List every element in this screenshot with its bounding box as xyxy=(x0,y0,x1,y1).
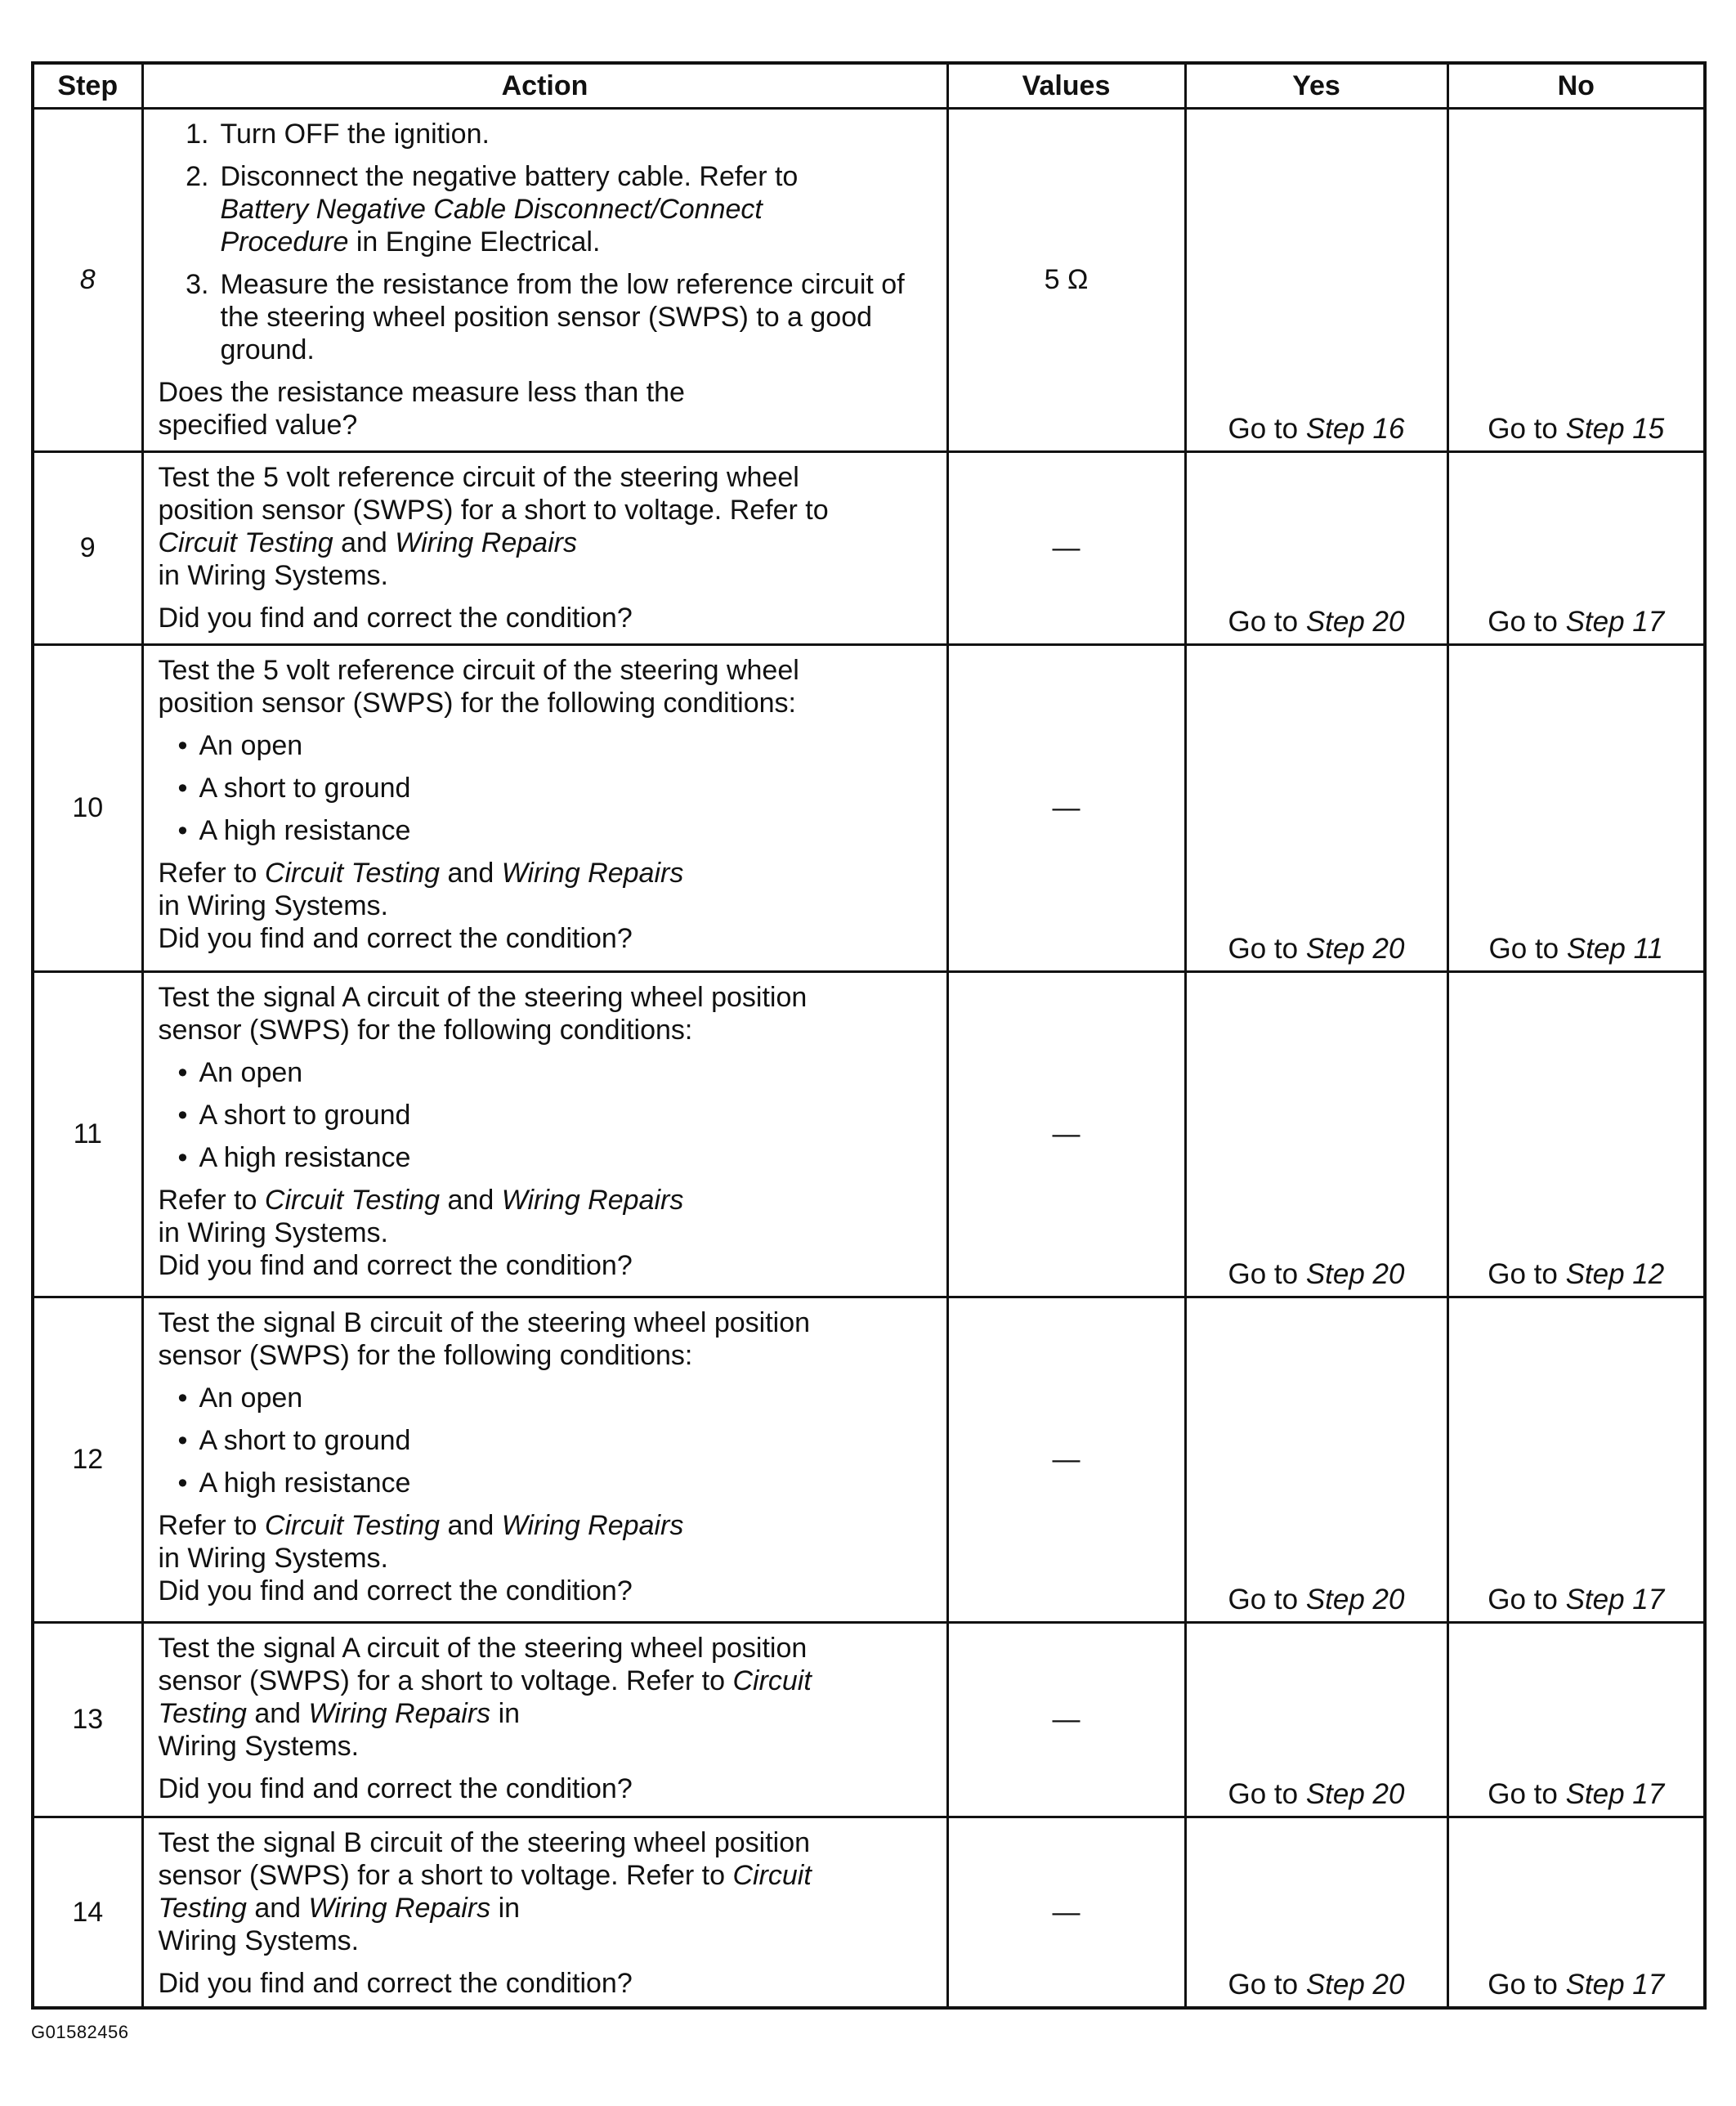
action-cell: Test the signal A circuit of the steering wheel position sensor (SWPS) for the following conditions: • An open • A short to ground • A high resistance Refer to Circuit Testing and Wiring Repairs in Wiring Systems. Did you find and correct the condition? xyxy=(142,972,947,1297)
value-cell: — xyxy=(947,645,1185,972)
action-cell xyxy=(142,109,947,452)
bullet-item: • A high resistance xyxy=(177,1467,411,1499)
question-line: specified value? xyxy=(158,410,358,441)
value-cell: — xyxy=(947,1623,1185,1817)
no-step-link: Step 17 xyxy=(1565,1969,1665,2001)
table-row-step-13 xyxy=(33,1623,1705,1817)
question-line: Did you find and correct the condition? xyxy=(158,1250,633,1281)
step-number: 9 xyxy=(33,452,142,645)
no-step-link: Step 17 xyxy=(1565,1584,1665,1615)
header-step: Step xyxy=(33,63,142,109)
yes-step-link: Step 20 xyxy=(1305,933,1405,965)
yes-cell: Go to Step 20 xyxy=(1185,1623,1447,1817)
no-step-link: Step 17 xyxy=(1565,606,1665,638)
yes-cell: Go to Step 20 xyxy=(1185,452,1447,645)
action-cell: Test the signal B circuit of the steering wheel position sensor (SWPS) for the following conditions: • An open • A short to ground • A high resistance Refer to Circuit Testing and Wiring Repairs in Wiring Systems. Did you find and correct the condition? xyxy=(142,1297,947,1623)
no-cell: Go to Step 17 xyxy=(1447,1623,1705,1817)
step-number: 11 xyxy=(33,972,142,1297)
table-row-step-8 xyxy=(33,109,1705,452)
action-cell: Test the signal B circuit of the steering wheel position sensor (SWPS) for a short to voltage. Refer to Circuit Testing and Wiring Repairs in Wiring Systems. Did you find and correct the condition? xyxy=(142,1817,947,2009)
value-cell: — xyxy=(947,452,1185,645)
header-yes: Yes xyxy=(1185,63,1447,109)
numbered-item: 1. Turn OFF the ignition. xyxy=(186,119,490,150)
yes-cell: Go to Step 20 xyxy=(1185,972,1447,1297)
bullet-item: • A high resistance xyxy=(177,1142,411,1173)
value-cell: — xyxy=(947,1817,1185,2009)
action-cell: Test the signal A circuit of the steering wheel position sensor (SWPS) for a short to voltage. Refer to Circuit Testing and Wiring Repairs in Wiring Systems. Did you find and correct the condition? xyxy=(142,1623,947,1817)
table-row-step-14 xyxy=(33,1817,1705,2009)
table-row-step-11 xyxy=(33,972,1705,1297)
yes-cell: Go to Step 16 xyxy=(1185,109,1447,452)
no-step-link: Step 17 xyxy=(1565,1778,1665,1810)
action-cell: Test the 5 volt reference circuit of the steering wheel position sensor (SWPS) for the following conditions: • An open • A short to ground • A high resistance Refer to Circuit Testing and Wiring Repairs in Wiring Systems. Did you find and correct the condition? xyxy=(142,645,947,972)
yes-step-link: Step 20 xyxy=(1305,1969,1405,2001)
bullet-item: • An open xyxy=(177,1057,303,1088)
yes-step-link: Step 16 xyxy=(1305,413,1405,445)
yes-cell: Go to Step 20 xyxy=(1185,1297,1447,1623)
yes-step-link: Step 20 xyxy=(1305,1778,1405,1810)
no-cell: Go to Step 17 xyxy=(1447,1817,1705,2009)
numbered-item: 2. Disconnect the negative battery cable. Refer to Battery Negative Cable Disconnect/Connect Procedure in Engine Electrical. xyxy=(186,161,799,258)
table-row-step-9 xyxy=(33,452,1705,645)
figure-code: G01582456 xyxy=(31,2022,129,2042)
header-no: No xyxy=(1447,63,1705,109)
header-action: Action xyxy=(142,63,947,109)
table-row-step-10 xyxy=(33,645,1705,972)
no-cell: Go to Step 17 xyxy=(1447,1297,1705,1623)
value-cell: 5 Ω xyxy=(947,109,1185,452)
step-number: 10 xyxy=(33,645,142,972)
yes-step-link: Step 20 xyxy=(1305,1584,1405,1615)
question-line: Does the resistance measure less than the xyxy=(158,377,685,408)
question-line: Did you find and correct the condition? xyxy=(158,1773,633,1804)
bullet-item: • A high resistance xyxy=(177,815,411,846)
no-cell: Go to Step 17 xyxy=(1447,452,1705,645)
value-cell: — xyxy=(947,972,1185,1297)
header-values: Values xyxy=(947,63,1185,109)
yes-cell: Go to Step 20 xyxy=(1185,1817,1447,2009)
question-line: Did you find and correct the condition? xyxy=(158,923,633,954)
no-step-link: Step 12 xyxy=(1565,1258,1665,1290)
bullet-item: • A short to ground xyxy=(177,1425,411,1456)
step-number: 8 xyxy=(33,109,142,452)
question-line: Did you find and correct the condition? xyxy=(158,1575,633,1606)
step-number: 12 xyxy=(33,1297,142,1623)
action-cell: Test the 5 volt reference circuit of the steering wheel position sensor (SWPS) for a short to voltage. Refer to Circuit Testing and Wiring Repairs in Wiring Systems. Did you find and correct the condition? xyxy=(142,452,947,645)
yes-step-link: Step 20 xyxy=(1305,606,1405,638)
yes-step-link: Step 20 xyxy=(1305,1258,1405,1290)
numbered-item: 3. Measure the resistance from the low reference circuit of the steering wheel position sensor (SWPS) to a good ground. xyxy=(186,269,905,365)
no-step-link: Step 11 xyxy=(1566,933,1663,965)
no-cell: Go to Step 15 xyxy=(1447,109,1705,452)
bullet-item: • A short to ground xyxy=(177,773,411,804)
table-row-step-12 xyxy=(33,1297,1705,1623)
no-cell: Go to Step 11 xyxy=(1447,645,1705,972)
no-step-link: Step 15 xyxy=(1565,413,1665,445)
question-line: Did you find and correct the condition? xyxy=(158,603,633,634)
step-number: 14 xyxy=(33,1817,142,2009)
bullet-item: • A short to ground xyxy=(177,1100,411,1131)
yes-cell: Go to Step 20 xyxy=(1185,645,1447,972)
step-number: 13 xyxy=(33,1623,142,1817)
value-cell: — xyxy=(947,1297,1185,1623)
no-cell: Go to Step 12 xyxy=(1447,972,1705,1297)
diagnostic-table xyxy=(31,61,1707,2010)
header-row xyxy=(33,63,1705,109)
bullet-item: • An open xyxy=(177,730,303,761)
question-line: Did you find and correct the condition? xyxy=(158,1968,633,1999)
bullet-item: • An open xyxy=(177,1382,303,1414)
